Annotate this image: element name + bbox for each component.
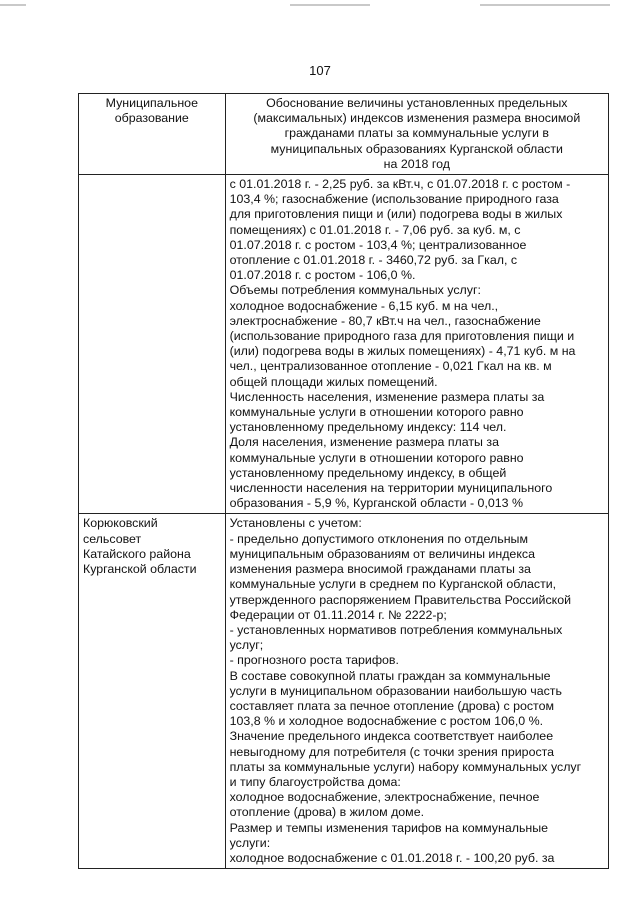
text-line: помещениях) с 01.01.2018 г. - 7,06 руб. за куб. м, с [229, 222, 521, 237]
text-line: отопление (дрова) в жилом доме. [229, 805, 425, 820]
municipality-line: Корюковский [83, 516, 158, 531]
header-municipality-line: Муниципальное [105, 96, 198, 110]
text-line: (или) подогрева воды в жилых помещениях) - 4,71 куб. м на [229, 344, 576, 359]
text-line: услуги в муниципальном образовании наибольшую часть [229, 683, 562, 698]
text-line: установленному предельному индексу, в общей [229, 465, 507, 480]
header-municipality [79, 94, 226, 175]
text-line: изменения размера вносимой гражданами платы за [229, 562, 531, 577]
text-line: коммунальные услуги в отношении которого равно [229, 405, 524, 420]
text-line: В составе совокупной платы граждан за коммунальные [229, 668, 551, 683]
text-line: коммунальные услуги в отношении которого равно [229, 450, 524, 465]
text-line: услуг; [229, 638, 264, 653]
text-line: составляет плата за печное отопление (дрова) с ростом [229, 698, 555, 713]
text-line: холодное водоснабжение, электроснабжение, печное [229, 790, 540, 805]
municipality-line: сельсовет [83, 531, 142, 546]
header-justification-line: гражданами платы за коммунальные услуги в [284, 126, 549, 141]
text-line: - предельно допустимого отклонения по отдельным [229, 531, 528, 546]
text-line: Установлены с учетом: [229, 516, 362, 531]
scan-artifact-mid [290, 4, 370, 6]
text-line: и типу благоустройства дома: [229, 774, 401, 789]
text-line: образования - 5,9 %, Курганской области - 0,013 % [229, 496, 524, 511]
text-line: отопление с 01.01.2018 г. - 3460,72 руб. за Гкал, с [229, 253, 518, 268]
row-municipality-cell [79, 175, 226, 514]
tariff-justification-table [78, 93, 609, 869]
header-justification-line: (максимальных) индексов изменения размера вносимой [253, 111, 581, 126]
table-row [79, 514, 609, 869]
table-header-row [79, 94, 609, 175]
text-line: Федерации от 01.11.2014 г. № 2222-р; [229, 607, 447, 622]
text-line: 103,4 %; газоснабжение (использование природного газа [229, 192, 559, 207]
text-line: чел., централизованное отопление - 0,021 Гкал на кв. м [229, 359, 552, 374]
text-line: 01.07.2018 г. с ростом - 103,4 %; централизованное [229, 237, 527, 252]
row-justification-cell [225, 514, 608, 869]
text-line: - прогнозного роста тарифов. [229, 653, 399, 668]
text-line: общей площади жилых помещений. [229, 374, 438, 389]
text-line: Доля населения, изменение размера платы за [229, 435, 499, 450]
text-line: - установленных нормативов потребления коммунальных [229, 622, 563, 637]
row-municipality-cell [79, 514, 226, 869]
text-line: установленному предельному индексу: 114 чел. [229, 420, 507, 435]
text-line: холодное водоснабжение с 01.01.2018 г. - 100,20 руб. за [229, 850, 555, 865]
page-number: 107 [309, 63, 331, 78]
text-line: для приготовления пищи и (или) подогрева воды в жилых [229, 207, 563, 222]
text-line: коммунальные услуги в среднем по Курганской области, [229, 577, 557, 592]
municipality-line: Катайского района [83, 546, 191, 561]
text-line: численности населения на территории муниципального [229, 481, 553, 496]
table-row [79, 175, 609, 514]
text-line: электроснабжение - 80,7 кВт.ч на чел., газоснабжение [229, 313, 541, 328]
header-justification-line: муниципальных образованиях Курганской области [270, 141, 563, 156]
text-line: Объемы потребления коммунальных услуг: [229, 283, 481, 298]
text-line: 103,8 % и холодное водоснабжение с ростом 106,0 %. [229, 714, 544, 729]
header-justification-line: Обоснование величины установленных предельных [266, 96, 568, 110]
text-line: 01.07.2018 г. с ростом - 106,0 %. [229, 268, 416, 283]
scan-artifact-right [480, 4, 610, 6]
text-line: платы за коммунальные услуги) набору коммунальных услуг [229, 759, 582, 774]
text-line: Размер и темпы изменения тарифов на коммунальные [229, 820, 549, 835]
text-line: услуги: [229, 835, 271, 850]
header-municipality-line: образование [114, 111, 189, 126]
text-line: невыгодному для потребителя (с точки зрения прироста [229, 744, 555, 759]
text-line: холодное водоснабжение - 6,15 куб. м на чел., [229, 298, 499, 313]
row-justification-cell [225, 175, 608, 514]
text-line: утвержденного распоряжением Правительства Российской [229, 592, 572, 607]
scan-artifact-left [0, 4, 26, 6]
text-line: муниципальным образованиям от величины индекса [229, 546, 535, 561]
municipality-line: Курганской области [83, 562, 197, 577]
header-justification-line: на 2018 год [383, 156, 450, 171]
header-justification [225, 94, 608, 175]
text-line: Численность населения, изменение размера платы за [229, 389, 545, 404]
text-line: (использование природного газа для приготовления пищи и [229, 329, 575, 344]
text-line: с 01.01.2018 г. - 2,25 руб. за кВт.ч, с 01.07.2018 г. с ростом - [229, 177, 571, 192]
text-line: Значение предельного индекса соответствует наиболее [229, 729, 554, 744]
